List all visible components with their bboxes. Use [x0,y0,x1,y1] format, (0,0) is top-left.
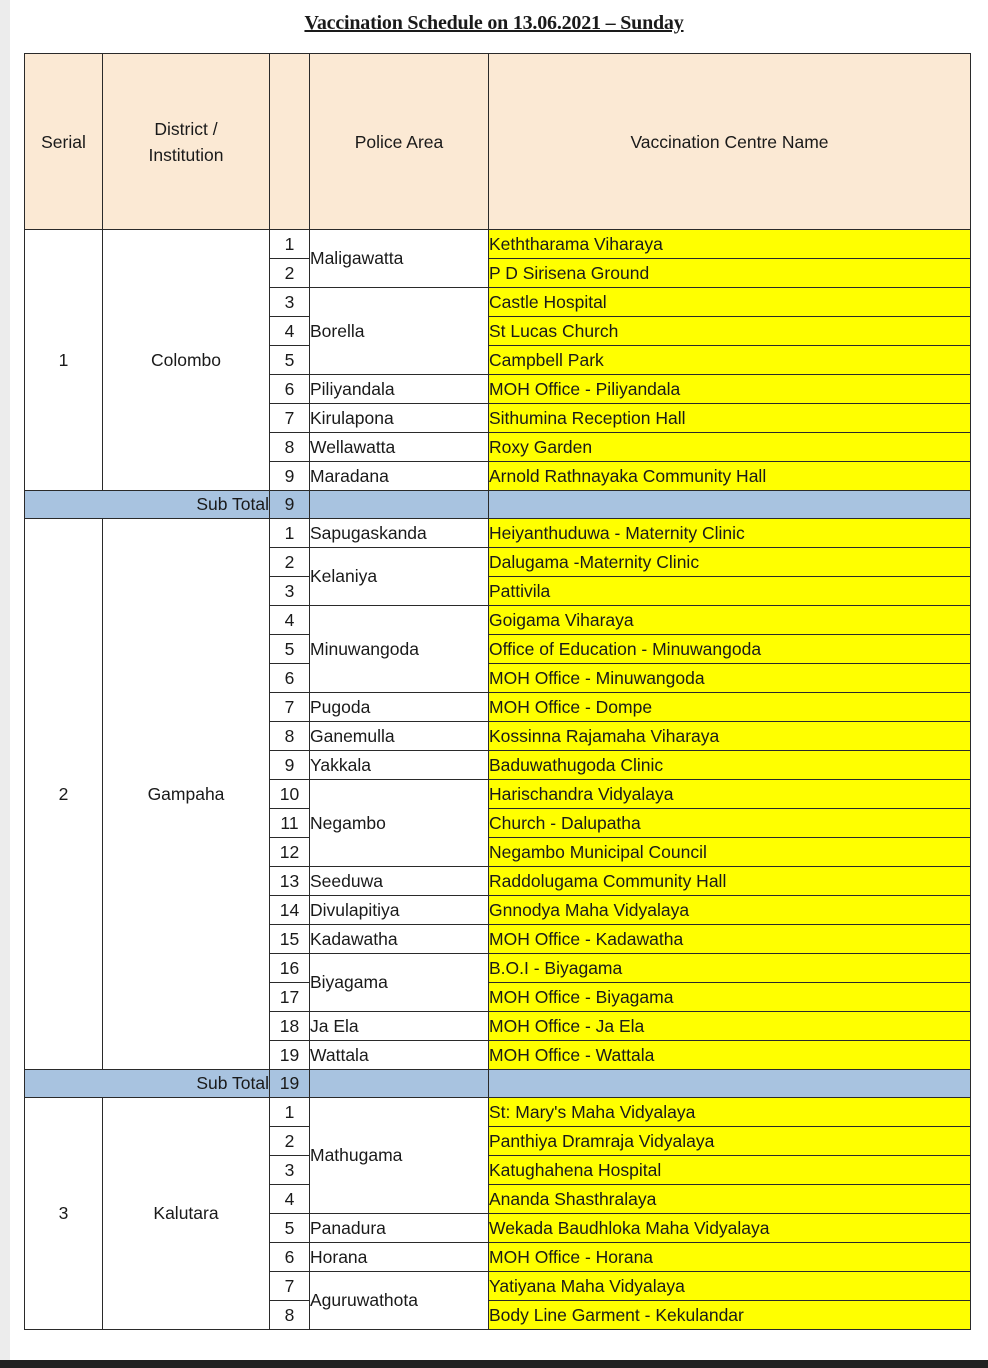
row-number: 7 [270,693,310,722]
table-row [25,519,971,548]
subtotal-value: 19 [270,1070,310,1098]
centre-name-cell: Pattivila [489,577,971,606]
row-number: 3 [270,1156,310,1185]
police-area-cell: Kelaniya [310,548,489,606]
district-cell: Gampaha [103,519,270,1070]
row-number: 18 [270,1012,310,1041]
row-number: 16 [270,954,310,983]
header-centre-name: Vaccination Centre Name [489,54,971,230]
centre-name-cell: Arnold Rathnayaka Community Hall [489,462,971,491]
header-police-area: Police Area [310,54,489,230]
centre-name-cell: Wekada Baudhloka Maha Vidyalaya [489,1214,971,1243]
police-area-cell: Mathugama [310,1098,489,1214]
row-number: 11 [270,809,310,838]
subtotal-row-colombo [25,491,971,519]
centre-name-cell: MOH Office - Wattala [489,1041,971,1070]
serial-cell: 3 [25,1098,103,1330]
subtotal-label: Sub Total [25,491,270,519]
row-number: 3 [270,288,310,317]
row-number: 17 [270,983,310,1012]
centre-name-cell: Sithumina Reception Hall [489,404,971,433]
row-number: 9 [270,751,310,780]
police-area-cell: Maligawatta [310,230,489,288]
row-number: 15 [270,925,310,954]
centre-name-cell: Panthiya Dramraja Vidyalaya [489,1127,971,1156]
row-number: 8 [270,433,310,462]
bottom-edge-bar [0,1360,988,1368]
row-number: 4 [270,317,310,346]
header-district-line1: District / [154,118,218,139]
centre-name-cell: Office of Education - Minuwangoda [489,635,971,664]
row-number: 6 [270,664,310,693]
row-number: 1 [270,230,310,259]
row-number: 2 [270,259,310,288]
row-number: 1 [270,1098,310,1127]
serial-cell: 1 [25,230,103,491]
centre-name-cell: Castle Hospital [489,288,971,317]
centre-name-cell: Keththarama Viharaya [489,230,971,259]
subtotal-empty-cell [489,1070,971,1098]
police-area-cell: Ja Ela [310,1012,489,1041]
centre-name-cell: St: Mary's Maha Vidyalaya [489,1098,971,1127]
police-area-cell: Wattala [310,1041,489,1070]
police-area-cell: Sapugaskanda [310,519,489,548]
centre-name-cell: Heiyanthuduwa - Maternity Clinic [489,519,971,548]
police-area-cell: Ganemulla [310,722,489,751]
police-area-cell: Pugoda [310,693,489,722]
centre-name-cell: Dalugama -Maternity Clinic [489,548,971,577]
row-number: 3 [270,577,310,606]
centre-name-cell: MOH Office - Biyagama [489,983,971,1012]
police-area-cell: Borella [310,288,489,375]
header-district [103,54,270,230]
left-margin-strip [0,0,10,1368]
police-area-cell: Piliyandala [310,375,489,404]
row-number: 7 [270,404,310,433]
centre-name-cell: MOH Office - Kadawatha [489,925,971,954]
row-number: 8 [270,722,310,751]
centre-name-cell: Kossinna Rajamaha Viharaya [489,722,971,751]
centre-name-cell: Campbell Park [489,346,971,375]
police-area-cell: Biyagama [310,954,489,1012]
centre-name-cell: MOH Office - Ja Ela [489,1012,971,1041]
district-cell: Kalutara [103,1098,270,1330]
row-number: 1 [270,519,310,548]
district-cell: Colombo [103,230,270,491]
subtotal-label: Sub Total [25,1070,270,1098]
centre-name-cell: St Lucas Church [489,317,971,346]
page-title: Vaccination Schedule on 13.06.2021 – Sunday [304,12,684,34]
police-area-cell: Horana [310,1243,489,1272]
table-row [25,1098,971,1127]
row-number: 19 [270,1041,310,1070]
centre-name-cell: Harischandra Vidyalaya [489,780,971,809]
row-number: 5 [270,1214,310,1243]
row-number: 9 [270,462,310,491]
subtotal-empty-cell [310,491,489,519]
row-number: 10 [270,780,310,809]
subtotal-empty-cell [489,491,971,519]
police-area-cell: Panadura [310,1214,489,1243]
header-number [270,54,310,230]
row-number: 6 [270,1243,310,1272]
row-number: 14 [270,896,310,925]
centre-name-cell: MOH Office - Horana [489,1243,971,1272]
vaccination-schedule-table [24,53,971,1330]
centre-name-cell: P D Sirisena Ground [489,259,971,288]
centre-name-cell: Ananda Shasthralaya [489,1185,971,1214]
subtotal-value: 9 [270,491,310,519]
centre-name-cell: MOH Office - Dompe [489,693,971,722]
centre-name-cell: Goigama Viharaya [489,606,971,635]
serial-cell: 2 [25,519,103,1070]
centre-name-cell: Gnnodya Maha Vidyalaya [489,896,971,925]
centre-name-cell: Yatiyana Maha Vidyalaya [489,1272,971,1301]
police-area-cell: Negambo [310,780,489,867]
row-number: 4 [270,606,310,635]
centre-name-cell: Negambo Municipal Council [489,838,971,867]
centre-name-cell: Baduwathugoda Clinic [489,751,971,780]
centre-name-cell: Raddolugama Community Hall [489,867,971,896]
row-number: 5 [270,346,310,375]
police-area-cell: Kirulapona [310,404,489,433]
row-number: 4 [270,1185,310,1214]
row-number: 5 [270,635,310,664]
police-area-cell: Kadawatha [310,925,489,954]
police-area-cell: Divulapitiya [310,896,489,925]
police-area-cell: Wellawatta [310,433,489,462]
police-area-cell: Yakkala [310,751,489,780]
header-serial: Serial [25,54,103,230]
centre-name-cell: MOH Office - Minuwangoda [489,664,971,693]
centre-name-cell: B.O.I - Biyagama [489,954,971,983]
header-row [25,54,971,230]
centre-name-cell: MOH Office - Piliyandala [489,375,971,404]
subtotal-row-gampaha [25,1070,971,1098]
police-area-cell: Aguruwathota [310,1272,489,1330]
header-district-line2: Institution [148,144,224,165]
centre-name-cell: Church - Dalupatha [489,809,971,838]
row-number: 8 [270,1301,310,1330]
police-area-cell: Minuwangoda [310,606,489,693]
row-number: 2 [270,548,310,577]
centre-name-cell: Body Line Garment - Kekulandar [489,1301,971,1330]
table-row [25,230,971,259]
row-number: 2 [270,1127,310,1156]
row-number: 6 [270,375,310,404]
row-number: 7 [270,1272,310,1301]
police-area-cell: Maradana [310,462,489,491]
centre-name-cell: Roxy Garden [489,433,971,462]
police-area-cell: Seeduwa [310,867,489,896]
centre-name-cell: Katughahena Hospital [489,1156,971,1185]
row-number: 12 [270,838,310,867]
subtotal-empty-cell [310,1070,489,1098]
row-number: 13 [270,867,310,896]
